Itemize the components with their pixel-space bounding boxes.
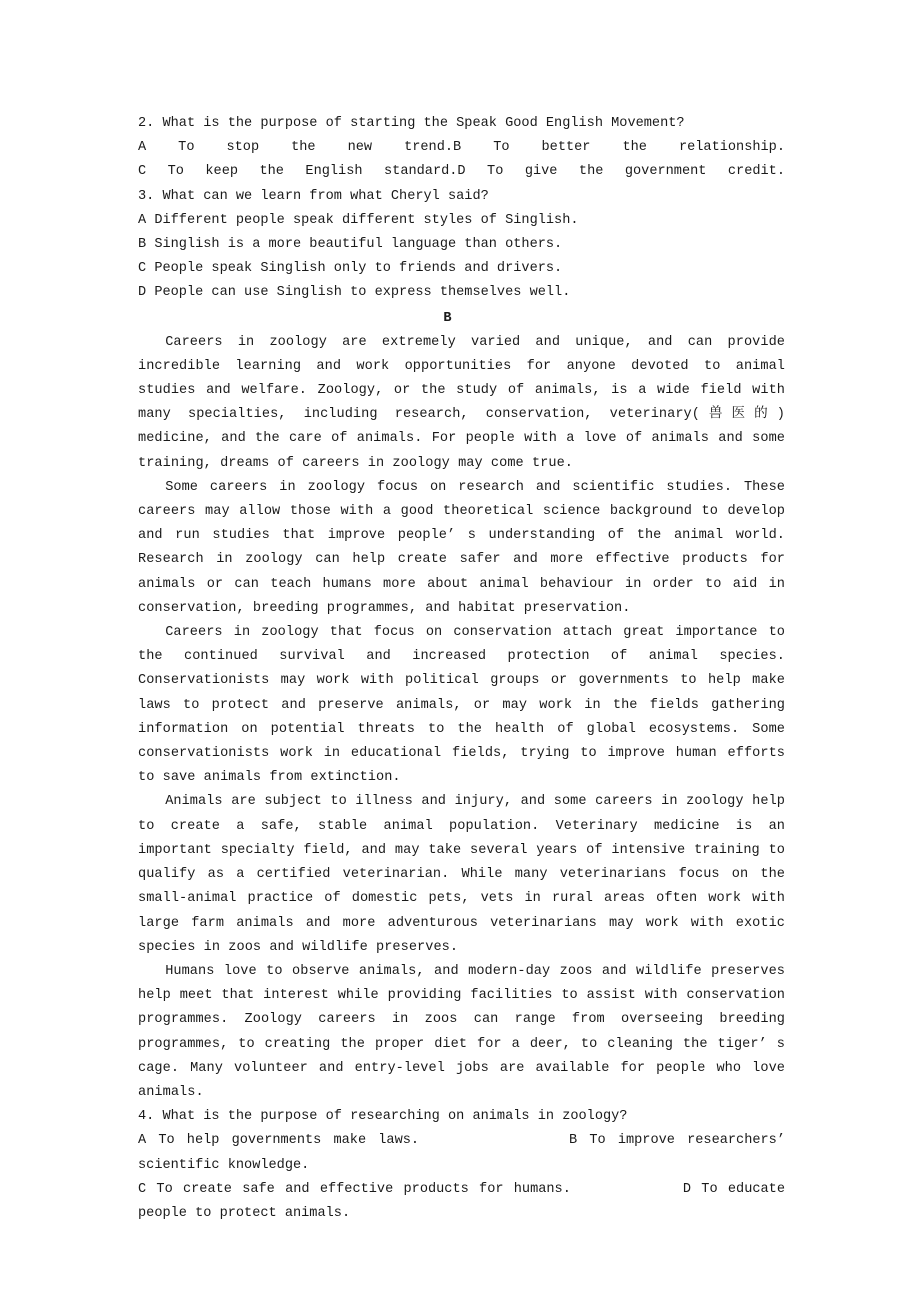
passage-paragraph-4: Animals are subject to illness and injury, and some careers in zoology help to create a safe, stable animal population. Veterinary medicine is an important specialty field, and may take several years of intensive training to qualify as a certified veterinarian. While many veterinarians focus on the small-animal practice of domestic pets, vets in rural areas often work with large farm animals and more adventurous veterinarians may work with exotic species in zoos and wildlife preserves. <box>138 794 785 955</box>
option-b-q3[interactable]: B Singlish is a more beautiful language than others. <box>138 237 563 253</box>
section-heading-b: B <box>443 310 452 326</box>
option-c-q3[interactable]: C People speak Singlish only to friends and drivers. <box>138 261 563 277</box>
question-4-options-row-1 <box>138 1129 785 1177</box>
option-c-q2[interactable]: C To keep the English standard. <box>138 164 458 180</box>
passage-paragraph-3: Careers in zoology that focus on conservation attach great importance to the continued survival and increased protection of animal species. Conservationists may work with political groups or governments to help make laws to protect and preserve animals, or may work in the fields gathering information on potential threats to the health of global ecosystems. Some conservationists work in educational fields, trying to improve human efforts to save animals from extinction. <box>138 625 785 786</box>
question-3-stem: 3. What can we learn from what Cheryl said? <box>138 188 489 204</box>
question-2-options-row-2 <box>138 160 785 184</box>
option-d-q3[interactable]: D People can use Singlish to express themselves well. <box>138 285 571 301</box>
option-d-q2[interactable]: D To give the government credit. <box>457 164 785 180</box>
option-b-q4[interactable]: B To improve researchers’ scientific knowledge. <box>138 1133 785 1173</box>
passage-paragraph-2: Some careers in zoology focus on research and scientific studies. These careers may allow those with a good theoretical science background to develop and run studies that improve people’ s understanding of the animal world. Research in zoology can help create safer and more effective products for animals or can teach humans more about animal behaviour in order to aid in conservation, breeding programmes, and habitat preservation. <box>138 479 785 616</box>
question-2-stem: 2. What is the purpose of starting the Speak Good English Movement? <box>138 116 685 131</box>
page-content <box>138 112 785 1226</box>
option-a-q3[interactable]: A Different people speak different styles of Singlish. <box>138 212 579 228</box>
option-b-q2[interactable]: B To better the relationship. <box>453 140 785 156</box>
option-c-q4[interactable]: C To create safe and effective products for humans. <box>138 1181 571 1197</box>
option-d-q4[interactable]: D To educate people to protect animals. <box>138 1181 785 1221</box>
passage-paragraph-5: Humans love to observe animals, and modern-day zoos and wildlife preserves help meet that interest while providing facilities to assist with conservation programmes. Zoology careers in zoos can range from overseeing breeding programmes, to creating the proper diet for a deer, to cleaning the tiger’ s cage. Many volunteer and entry-level jobs are available for people who love animals. <box>138 963 785 1100</box>
option-a-q2[interactable]: A To stop the new trend. <box>138 140 454 156</box>
question-4-options-row-2 <box>138 1178 785 1226</box>
option-a-q4[interactable]: A To help governments make laws. <box>138 1133 420 1149</box>
question-2-options-row-1 <box>138 136 785 160</box>
passage-paragraph-1: Careers in zoology are extremely varied and unique, and can provide incredible learning and work opportunities for anyone devoted to animal studies and welfare. Zoology, or the study of animals, is a wide field with many specialties, including research, conservation, veterinary(兽医的) medicine, and the care of animals. For people with a love of animals and some training, dreams of careers in zoology may come true. <box>138 334 785 471</box>
question-4-stem: 4. What is the purpose of researching on animals in zoology? <box>138 1109 628 1125</box>
